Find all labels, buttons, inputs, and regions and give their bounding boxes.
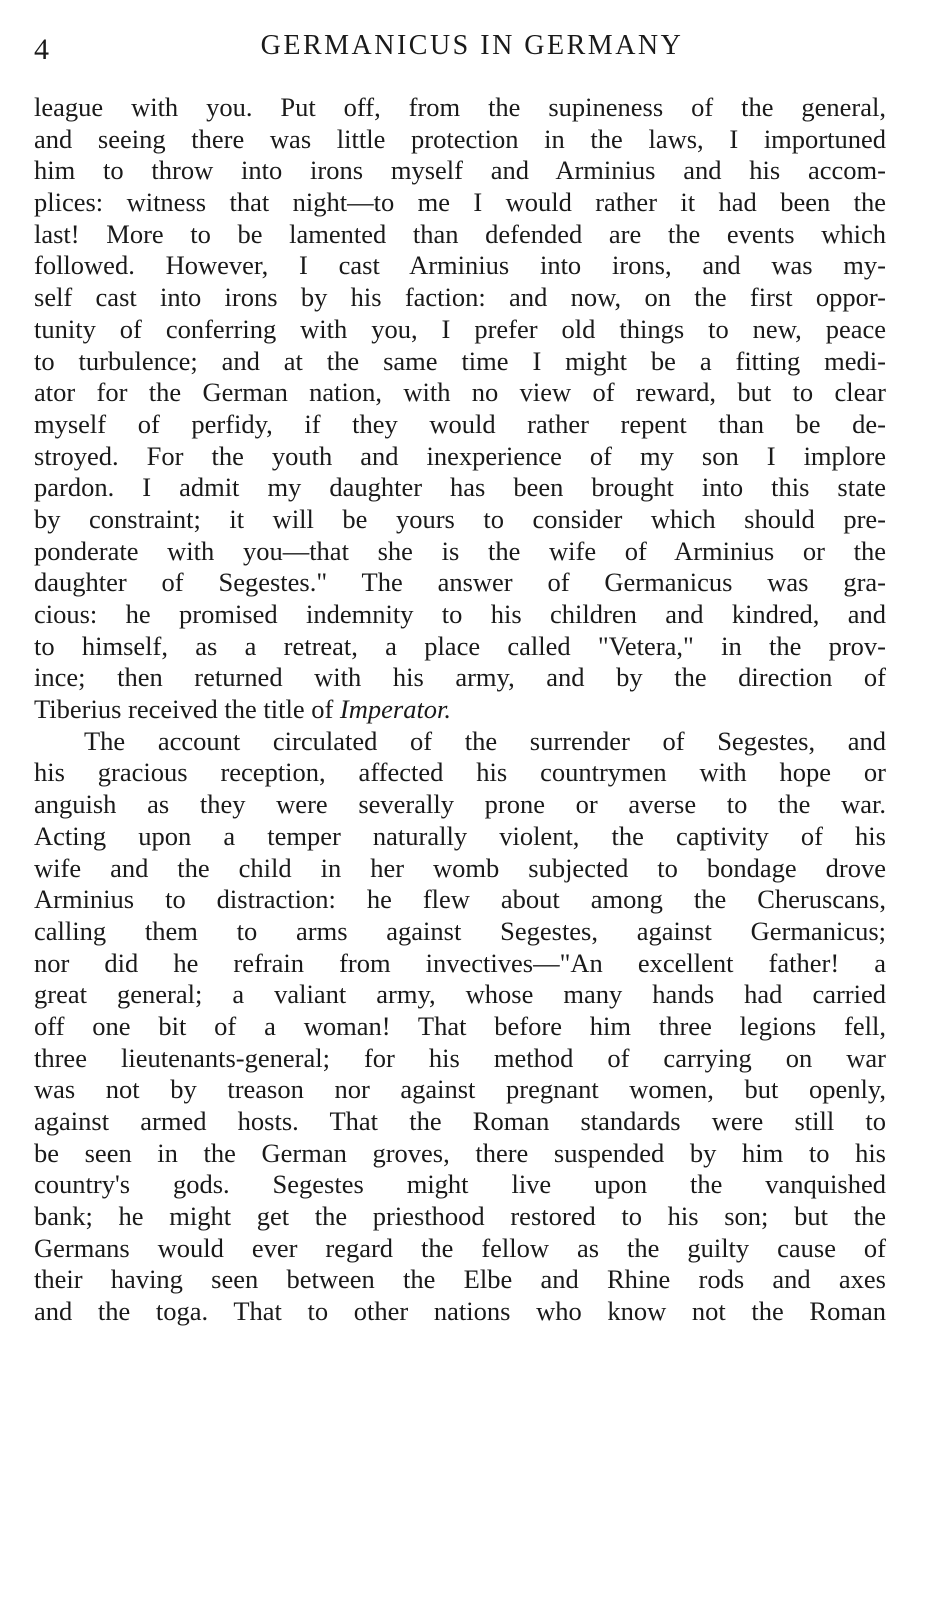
text-line: him to throw into irons myself and Arminius and his accom- — [34, 155, 886, 186]
text-line: by constraint; it will be yours to consider which should pre- — [34, 503, 886, 534]
text-line: ator for the German nation, with no view of reward, but to clear — [34, 377, 886, 408]
text-line: his gracious reception, affected his countrymen with hope or — [34, 757, 886, 788]
text-line: anguish as they were severally prone or averse to the war. — [34, 789, 886, 820]
text-line: bank; he might get the priesthood restored to his son; but the — [34, 1201, 886, 1232]
text-line: calling them to arms against Segestes, against Germanicus; — [34, 915, 886, 946]
text-line: ince; then returned with his army, and by the direction of — [34, 662, 886, 693]
text-line: to himself, as a retreat, a place called "Vetera," in the prov- — [34, 630, 886, 661]
text-line: daughter of Segestes." The answer of Germanicus was gra- — [34, 567, 886, 598]
text-line: was not by treason nor against pregnant women, but openly, — [34, 1074, 886, 1105]
text-line: wife and the child in her womb subjected to bondage drove — [34, 852, 886, 883]
text-line: ponderate with you—that she is the wife of Arminius or the — [34, 535, 886, 566]
running-head: GERMANICUS IN GERMANY — [260, 30, 684, 61]
text-line: country's gods. Segestes might live upon the vanquished — [34, 1169, 886, 1200]
text-run: Tiberius received the title of — [34, 694, 340, 725]
paragraph — [34, 92, 886, 726]
text-line: plices: witness that night—to me I would rather it had been the — [34, 187, 886, 218]
text-line: their having seen between the Elbe and Rhine rods and axes — [34, 1264, 886, 1295]
text-line: three lieutenants-general; for his method of carrying on war — [34, 1042, 886, 1073]
page-number: 4 — [34, 33, 49, 66]
text-line: last! More to be lamented than defended are the events which — [34, 218, 886, 249]
text-line: league with you. Put off, from the supineness of the general, — [34, 92, 886, 122]
text-line: cious: he promised indemnity to his children and kindred, and — [34, 599, 886, 629]
text-line: stroyed. For the youth and inexperience of my son I implore — [34, 440, 886, 471]
text-line: myself of perfidy, if they would rather repent than be de- — [34, 408, 886, 439]
text-line: followed. However, I cast Arminius into irons, and was my- — [34, 250, 886, 281]
text-line: The account circulated of the surrender of Segestes, and — [84, 725, 886, 756]
paragraph — [34, 726, 886, 1328]
text-line: against armed hosts. That the Roman standards were still to — [34, 1106, 886, 1136]
text-line: pardon. I admit my daughter has been brought into this state — [34, 472, 886, 503]
text-line: Arminius to distraction: he flew about among the Cheruscans, — [34, 884, 886, 915]
page-header — [34, 26, 886, 70]
text-line: off one bit of a woman! That before him three legions fell, — [34, 1010, 886, 1041]
text-line: self cast into irons by his faction: and now, on the first oppor- — [34, 282, 886, 313]
text-line: Germans would ever regard the fellow as the guilty cause of — [34, 1232, 886, 1263]
text-line: nor did he refrain from invectives—"An excellent father! a — [34, 947, 886, 978]
text-line — [34, 694, 886, 726]
text-line: great general; a valiant army, whose many hands had carried — [34, 979, 886, 1010]
text-line: and seeing there was little protection in the laws, I importuned — [34, 123, 886, 154]
italic-term: Imperator. — [339, 694, 452, 725]
text-line: tunity of conferring with you, I prefer old things to new, peace — [34, 313, 886, 344]
text-line: and the toga. That to other nations who know not the Roman — [34, 1296, 886, 1327]
text-line: Acting upon a temper naturally violent, the captivity of his — [34, 820, 886, 851]
body-text — [34, 92, 886, 1328]
text-line: be seen in the German groves, there suspended by him to his — [34, 1137, 886, 1168]
text-line: to turbulence; and at the same time I might be a fitting medi- — [34, 345, 886, 376]
